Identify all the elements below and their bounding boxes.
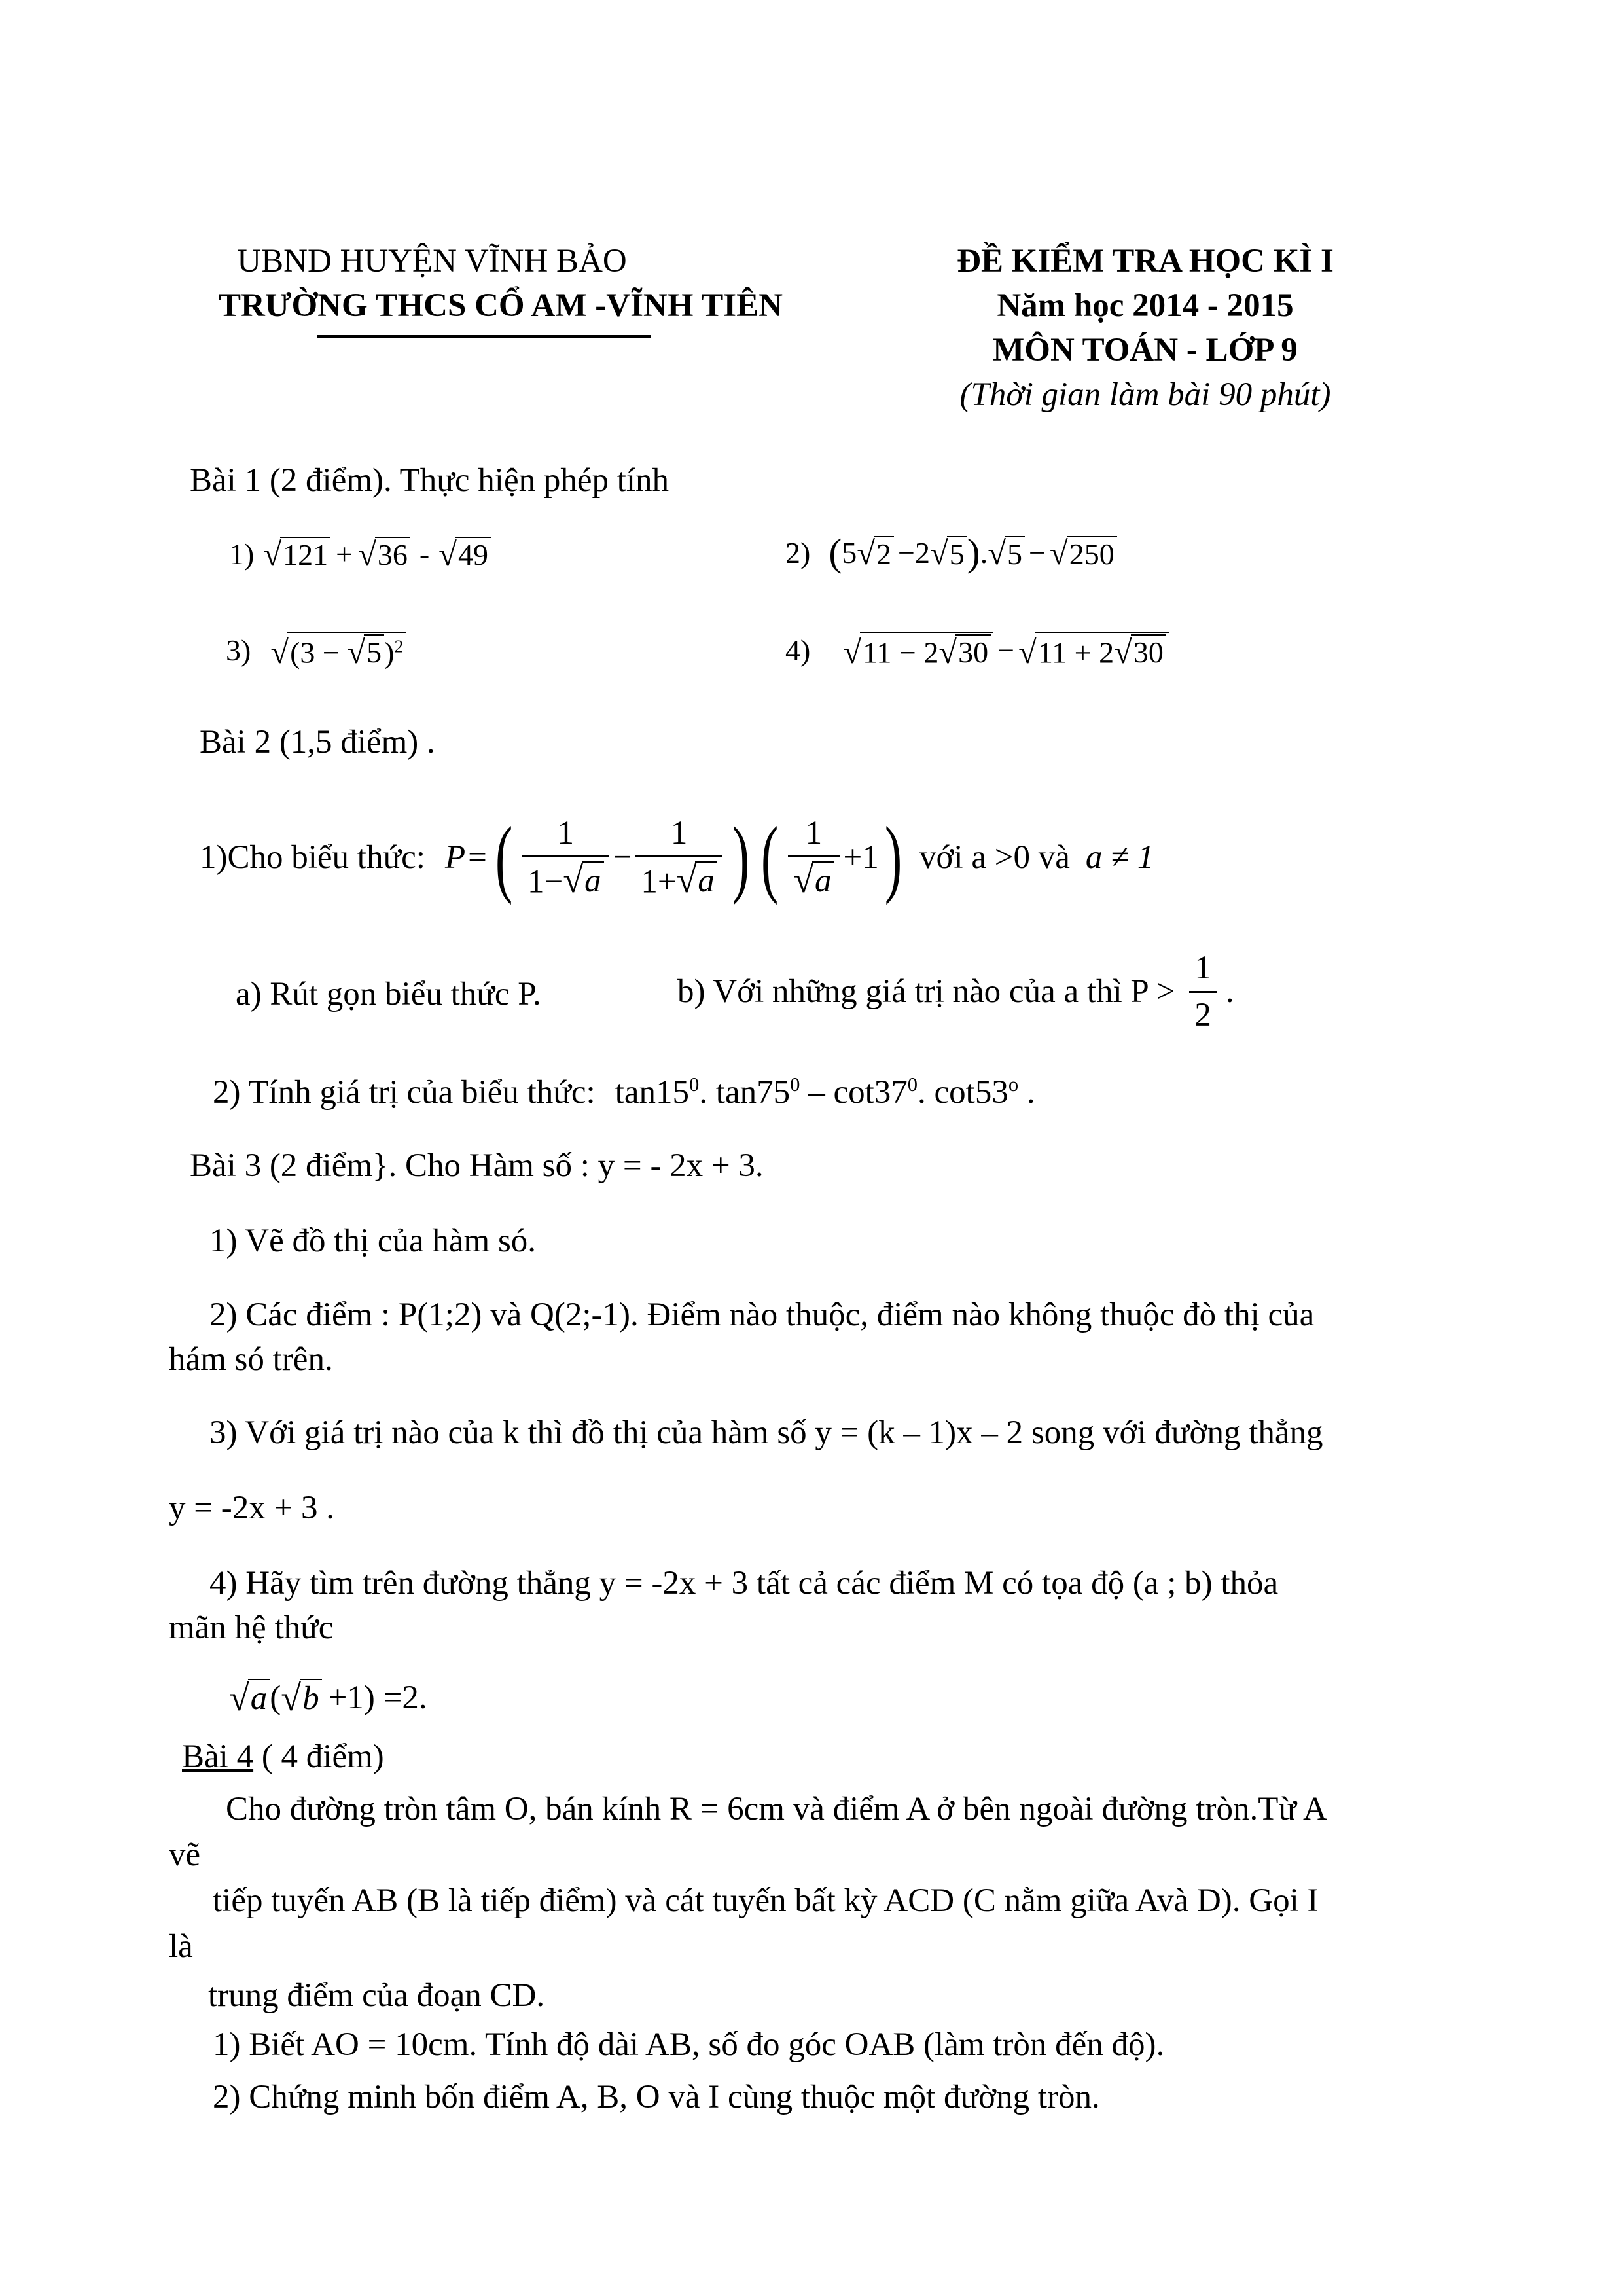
bai3-q3-line1: 3) Với giá trị nào của k thì đồ thị của hàm số y = (k – 1)x – 2 song với đường thẳng bbox=[209, 1414, 1323, 1451]
bai1-problem-2: 2) ( 5 √ 2 −2 √ 5 ) . √ 5 − √ 250 bbox=[785, 533, 1117, 573]
bai1-p1-op2: - bbox=[419, 537, 430, 571]
bai1-p4-b: 11 + 2 bbox=[1037, 636, 1115, 670]
bai2-qa: a) Rút gọn biểu thức P. bbox=[236, 976, 541, 1013]
bai4-title-underlined: Bài 4 bbox=[182, 1738, 254, 1775]
bai2-q2-deg2: 0 bbox=[790, 1073, 800, 1096]
bai2-q1-label: 1)Cho biểu thức: bbox=[200, 839, 425, 876]
bai1-p2-coef: 5 bbox=[842, 536, 857, 570]
bai2-frac1-num: 1 bbox=[557, 814, 575, 852]
bai1-p2-op: − bbox=[1028, 536, 1046, 570]
bai1-title: Bài 1 (2 điểm). Thực hiện phép tính bbox=[190, 462, 669, 499]
bai4-line3: tiếp tuyến AB (B là tiếp điểm) và cát tuyến bất kỳ ACD (C nằm giữa Avà D). Gọi I bbox=[213, 1882, 1319, 1919]
bai3-q4-relation: √ a ( √ b +1) =2. bbox=[229, 1677, 427, 1719]
bai2-q2-tan15: tan15 bbox=[615, 1074, 690, 1111]
bai3-q2-line1: 2) Các điểm : P(1;2) và Q(2;-1). Điểm nào thuộc, điểm nào không thuộc đò thị của bbox=[209, 1297, 1315, 1333]
bai2-frac2-den-rad: a bbox=[695, 861, 717, 899]
bai1-p1-op1: + bbox=[336, 537, 353, 571]
bai2-frac2-den-a: 1+ bbox=[641, 863, 677, 901]
bai2-qb bbox=[677, 942, 1234, 1041]
bai4-line2: vẽ bbox=[169, 1837, 201, 1873]
bai2-frac1-den-a: 1− bbox=[527, 863, 563, 901]
bai3-q2-line2: hám só trên. bbox=[169, 1341, 333, 1378]
bai1-p1-rad3: 49 bbox=[455, 537, 491, 571]
header-left-line1: UBND HUYỆN VĨNH BẢO bbox=[237, 243, 627, 279]
header-right-line1: ĐỀ KIỂM TRA HỌC KÌ I bbox=[957, 243, 1334, 279]
bai1-problem-1: 1) √ 121 + √ 36 - √ 49 bbox=[229, 537, 491, 571]
bai2-condition-1: với a >0 và bbox=[919, 839, 1070, 876]
bai1-p4-rad2: 30 bbox=[1131, 634, 1166, 668]
bai2-q2-tan75: . tan75 bbox=[699, 1074, 791, 1111]
bai4-line4: là bbox=[169, 1928, 193, 1965]
bai2-q2-cot37: – cot37 bbox=[800, 1074, 908, 1111]
bai4-title bbox=[182, 1738, 384, 1776]
bai3-q4-line2: mãn hệ thức bbox=[169, 1609, 334, 1646]
header-right-line4: (Thời gian làm bài 90 phút) bbox=[959, 376, 1331, 413]
bai1-p4-a: 11 − 2 bbox=[863, 636, 939, 670]
bai2-frac1-den-rad: a bbox=[582, 861, 604, 899]
bai2-q2-deg1: 0 bbox=[689, 1073, 700, 1096]
bai2-plus-one: +1 bbox=[843, 839, 879, 876]
header-underline bbox=[317, 335, 651, 338]
bai1-p4-label: 4) bbox=[785, 634, 811, 667]
bai4-line1: Cho đường tròn tâm O, bán kính R = 6cm và điểm A ở bên ngoài đường tròn.Từ A bbox=[226, 1791, 1327, 1827]
bai1-p2-coef2: −2 bbox=[898, 536, 930, 570]
bai1-p4-rad1: 30 bbox=[955, 634, 991, 668]
bai2-q2-deg4: o bbox=[1008, 1073, 1019, 1096]
header-right-line2: Năm học 2014 - 2015 bbox=[997, 287, 1294, 324]
bai2-q2-label: 2) Tính giá trị của biểu thức: bbox=[213, 1074, 596, 1111]
bai4-title-rest: ( 4 điểm) bbox=[253, 1738, 384, 1775]
bai3-q4-line1: 4) Hãy tìm trên đường thẳng y = -2x + 3 tất cả các điểm M có tọa độ (a ; b) thỏa bbox=[209, 1565, 1279, 1602]
bai1-p3-exp: 2 bbox=[394, 636, 404, 656]
bai1-problem-4: 4) √ 11 − 2 √ 30 − √ 11 + 2 √ 30 bbox=[785, 632, 1169, 669]
bai2-q2 bbox=[213, 1073, 1035, 1111]
bai1-p2-dot: . bbox=[980, 536, 988, 570]
bai1-p2-label: 2) bbox=[785, 536, 811, 570]
bai2-P: P bbox=[444, 839, 466, 876]
bai2-half-den: 2 bbox=[1189, 991, 1217, 1033]
bai1-p3-inner: (3 − bbox=[290, 636, 340, 670]
bai1-p2-rad2: 5 bbox=[947, 536, 967, 570]
bai2-title: Bài 2 (1,5 điểm) . bbox=[200, 724, 435, 761]
bai2-half bbox=[1189, 950, 1217, 1033]
bai2-q2-deg3: 0 bbox=[907, 1073, 918, 1096]
bai2-minus: − bbox=[613, 839, 632, 876]
header-left-line2: TRƯỜNG THCS CỔ AM -VĨNH TIÊN bbox=[219, 287, 783, 324]
bai1-p2-rad4: 250 bbox=[1067, 536, 1117, 570]
bai1-p1-rad2: 36 bbox=[375, 537, 410, 571]
bai4-line5: trung điểm của đoạn CD. bbox=[208, 1977, 545, 2014]
bai3-q3-line2: y = -2x + 3 . bbox=[169, 1490, 335, 1526]
bai3-q1: 1) Vẽ đồ thị của hàm só. bbox=[209, 1223, 537, 1259]
bai2-q2-end: . bbox=[1018, 1074, 1035, 1111]
header-right-line3: MÔN TOÁN - LỚP 9 bbox=[993, 332, 1298, 368]
bai1-p4-op: − bbox=[997, 634, 1015, 667]
bai1-p3-rad: 5 bbox=[364, 634, 384, 668]
bai3-q4-rest: +1) =2. bbox=[328, 1679, 427, 1716]
bai1-p3-label: 3) bbox=[226, 634, 251, 667]
bai2-frac3-num: 1 bbox=[805, 814, 823, 852]
bai1-p3-close: ) bbox=[384, 636, 395, 670]
bai2-frac1: 1 1− √ a bbox=[522, 815, 609, 901]
bai1-p2-rad1: 2 bbox=[874, 536, 894, 570]
bai2-qb-text: b) Với những giá trị nào của a thì P > bbox=[677, 973, 1175, 1010]
bai4-q1: 1) Biết AO = 10cm. Tính độ dài AB, số đo góc OAB (làm tròn đến độ). bbox=[213, 2026, 1165, 2063]
bai2-half-num: 1 bbox=[1194, 950, 1211, 987]
bai3-title: Bài 3 (2 điểm}. Cho Hàm số : y = - 2x + 3. bbox=[190, 1147, 764, 1184]
bai4-q2: 2) Chứng minh bốn điểm A, B, O và I cùng thuộc một đường tròn. bbox=[213, 2079, 1100, 2115]
bai2-frac3: 1 √ a bbox=[788, 815, 839, 901]
bai3-q4-rad-a: a bbox=[248, 1679, 270, 1717]
bai2-frac2: 1 1+ √ a bbox=[635, 815, 722, 901]
bai2-frac3-den-rad: a bbox=[812, 861, 834, 899]
bai2-condition-2: a ≠ 1 bbox=[1085, 839, 1154, 876]
bai1-p1-rad1: 121 bbox=[280, 537, 330, 571]
bai1-p1-label: 1) bbox=[229, 537, 255, 571]
bai1-p2-rad3: 5 bbox=[1005, 536, 1025, 570]
bai2-eq: = bbox=[468, 839, 487, 876]
bai2-q1-expression: 1)Cho biểu thức: P = ( 1 1− √ a − 1 1+ √ a ) ( 1 √ a +1 ) với a >0 và a ≠ 1 bbox=[200, 808, 1154, 905]
bai2-qb-period: . bbox=[1225, 973, 1234, 1010]
bai3-q4-open: ( bbox=[270, 1679, 281, 1716]
bai2-q2-cot53: . cot53 bbox=[918, 1074, 1008, 1111]
bai1-problem-3: 3) √ (3 − √ 5 )$^2$ bbox=[226, 632, 406, 669]
bai2-frac2-num: 1 bbox=[670, 814, 688, 852]
bai3-q4-rad-b: b bbox=[300, 1679, 322, 1717]
